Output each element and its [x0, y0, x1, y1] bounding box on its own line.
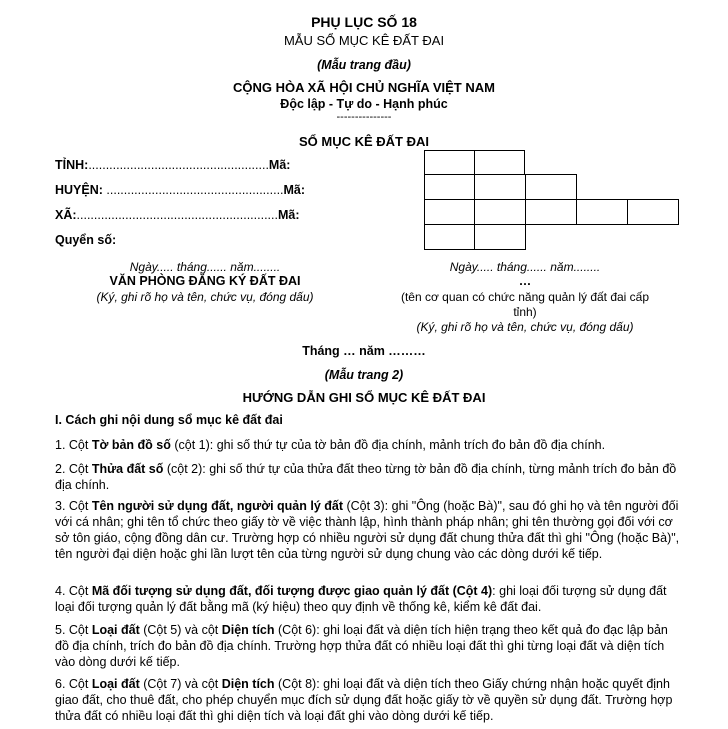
item-5-column-name: Loại đất	[91, 623, 140, 637]
commune-code-box-2	[474, 199, 526, 225]
item-4-text: : ghi loại đối tượng sử dụng đất loại đối tượng quản lý đất bằng mã (ký hiệu) theo quy định về thống kê, kiểm kê đất đai.	[55, 584, 667, 614]
item-1-text: (cột 1): ghi số thứ tự của tờ bản đồ địa chính, mảnh trích đo bản đồ địa chính.	[170, 438, 606, 452]
guide-item-3	[55, 498, 683, 562]
appendix-title: PHỤ LỤC SỐ 18	[311, 14, 417, 30]
national-motto: Độc lập - Tự do - Hạnh phúc	[280, 97, 448, 111]
district-label: HUYỆN:	[55, 183, 103, 197]
item-6-mid: (Cột 7) và cột	[139, 677, 222, 691]
volume-box-1	[424, 224, 475, 250]
item-4-prefix: 4. Cột	[55, 584, 92, 598]
item-1-prefix: 1. Cột	[55, 438, 92, 452]
province-code-label: Mã:	[268, 158, 291, 172]
commune-code-box-3	[525, 199, 577, 225]
right-signature-dots: …	[518, 274, 532, 288]
item-3-column-name: Tên người sử dụng đất, người quản lý đất	[91, 499, 343, 513]
header-divider: ---------------	[336, 111, 392, 123]
commune-field	[55, 208, 300, 222]
item-6-prefix: 6. Cột	[55, 677, 92, 691]
section-title: I. Cách ghi nội dung sổ mục kê đất đai	[55, 413, 283, 427]
right-signature-org-line2: tỉnh)	[513, 305, 537, 319]
item-3-text: (Cột 3): ghi "Ông (hoặc Bà)", sau đó ghi họ và tên người đối với cá nhân; ghi tên tổ chức theo giấy tờ về việc thành lập, hình thành pháp nhân; ghi tên thường gọi đối với cơ sở tôn giáo, cộng đồng dân cư. Trường hợp có nhiều người sử dụng đất chung thửa đất thì ghi "Ông (hoặc Bà)", tên người đại diện hoặc ghi lần lượt tên của từng người sử dụng chung vào các dòng dưới kế tiếp.	[55, 499, 680, 561]
province-field	[55, 158, 290, 172]
left-signature-note: (Ký, ghi rõ họ và tên, chức vụ, đóng dấu)	[96, 290, 314, 304]
cover-page-label: (Mẫu trang đầu)	[317, 58, 411, 72]
left-signature-org: VĂN PHÒNG ĐĂNG KÝ ĐẤT ĐAI	[109, 274, 301, 288]
commune-code-box-4	[576, 199, 628, 225]
district-field	[55, 183, 305, 197]
guide-title: HƯỚNG DẪN GHI SỔ MỤC KÊ ĐẤT ĐAI	[242, 390, 486, 405]
item-4-column-name: Mã đối tượng sử dụng đất, đối tượng được giao quản lý đất (Cột 4)	[91, 584, 493, 598]
item-5-column-name-2: Diện tích	[221, 623, 275, 637]
page2-label: (Mẫu trang 2)	[324, 368, 404, 382]
district-code-box-3	[525, 174, 577, 200]
district-code-box-2	[474, 174, 526, 200]
district-dots: ...................................................	[102, 183, 284, 197]
item-5-mid: (Cột 5) và cột	[139, 623, 222, 637]
item-1-column-name: Tờ bản đồ số	[91, 438, 171, 452]
volume-box-2	[474, 224, 526, 250]
right-signature-org-line1: (tên cơ quan có chức năng quản lý đất đai cấp	[400, 290, 650, 304]
district-code-label: Mã:	[283, 183, 306, 197]
item-5-text: (Cột 6): ghi loại đất và diện tích hiện trạng theo kết quả đo đạc lập bản đồ địa chính, trích đo bản đồ địa chính. Trường hợp thửa đất có nhiều loại đất thì ghi từng loại đất và diện tích vào dòng dưới kế tiếp.	[55, 623, 668, 669]
commune-code-box-1	[424, 199, 475, 225]
item-5-prefix: 5. Cột	[55, 623, 92, 637]
province-code-box-2	[474, 150, 525, 175]
month-year: Tháng … năm ………	[302, 344, 426, 358]
commune-dots: ..........................................................	[76, 208, 278, 222]
country-name: CỘNG HÒA XÃ HỘI CHỦ NGHĨA VIỆT NAM	[233, 80, 495, 95]
item-6-column-name-2: Diện tích	[221, 677, 275, 691]
item-2-column-name: Thửa đất số	[91, 462, 164, 476]
guide-item-1	[55, 437, 683, 453]
commune-code-label: Mã:	[277, 208, 300, 222]
book-title: SỔ MỤC KÊ ĐẤT ĐAI	[299, 134, 429, 149]
right-signature-date: Ngày..... tháng...... năm........	[449, 260, 601, 274]
guide-item-4	[55, 583, 683, 615]
guide-item-5	[55, 622, 683, 670]
item-6-text: (Cột 8): ghi loại đất và diện tích theo Giấy chứng nhận hoặc quyết định giao đất, cho thuê đất, cho phép chuyển mục đích sử dụng đất hoặc giấy tờ về quyền sử dụng đất. Trường hợp thửa đất có nhiều loại đất thì ghi diện tích và loại đất ghi vào dòng dưới kế tiếp.	[55, 677, 673, 723]
province-code-box-1	[424, 150, 475, 175]
province-label: TỈNH:	[55, 158, 89, 172]
commune-code-box-5	[627, 199, 679, 225]
item-2-text: (cột 2): ghi số thứ tự của thửa đất theo từng tờ bản đồ địa chính, từng mảnh trích đo bản đồ địa chính.	[55, 462, 677, 492]
province-dots: ....................................................	[88, 158, 269, 172]
volume-label: Quyển số:	[55, 233, 117, 247]
item-2-prefix: 2. Cột	[55, 462, 92, 476]
item-6-column-name: Loại đất	[91, 677, 140, 691]
right-signature-note: (Ký, ghi rõ họ và tên, chức vụ, đóng dấu)	[416, 320, 634, 334]
left-signature-date: Ngày..... tháng...... năm........	[129, 260, 281, 274]
guide-item-6	[55, 676, 683, 724]
commune-label: XÃ:	[55, 208, 77, 222]
guide-item-2	[55, 461, 683, 493]
appendix-subtitle: MẪU SỔ MỤC KÊ ĐẤT ĐAI	[283, 33, 445, 48]
item-3-prefix: 3. Cột	[55, 499, 92, 513]
district-code-box-1	[424, 174, 475, 200]
